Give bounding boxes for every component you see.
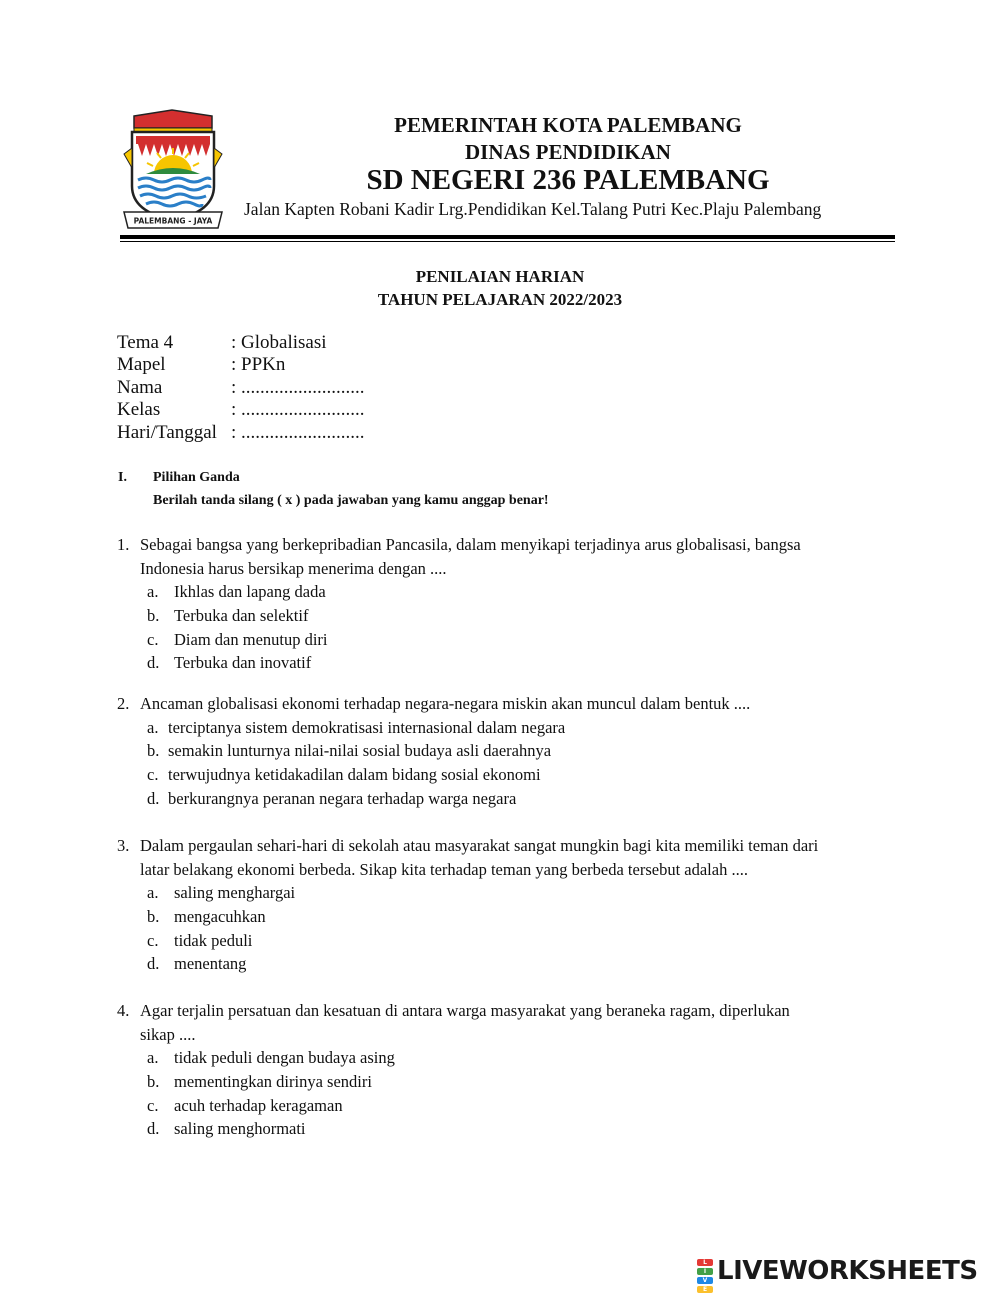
option-letter: a. bbox=[147, 883, 159, 902]
question-text-line bbox=[117, 858, 897, 882]
question-text: Ancaman globalisasi ekonomi terhadap negara-negara miskin akan muncul dalam bentuk .... bbox=[140, 694, 751, 713]
liveworksheets-brand bbox=[697, 1256, 978, 1293]
letterhead-department: DINAS PENDIDIKAN bbox=[465, 140, 671, 164]
option-text: semakin lunturnya nilai-nilai sosial budaya asli daerahnya bbox=[168, 741, 552, 761]
answer-option-c[interactable] bbox=[117, 1094, 897, 1118]
option-letter: d. bbox=[147, 653, 160, 673]
option-text: acuh terhadap keragaman bbox=[174, 1095, 343, 1115]
option-letter: b. bbox=[147, 741, 160, 761]
option-text: terciptanya sistem demokratisasi internasional dalam negara bbox=[168, 717, 566, 737]
option-letter: a. bbox=[147, 1048, 159, 1067]
option-letter: c. bbox=[147, 930, 159, 950]
academic-year: TAHUN PELAJARAN 2022/2023 bbox=[377, 290, 623, 309]
option-letter: a. bbox=[147, 582, 159, 601]
option-letter: b. bbox=[147, 605, 160, 625]
question-text-line bbox=[117, 1023, 897, 1047]
logo-banner-text: PALEMBANG - JAYA bbox=[133, 216, 213, 226]
question-text-line bbox=[117, 533, 897, 557]
identity-row-theme bbox=[117, 332, 365, 354]
option-text: berkurangnya peranan negara terhadap warga negara bbox=[168, 788, 517, 808]
liveworksheets-logo-icon bbox=[697, 1258, 713, 1293]
letterhead-divider-thick bbox=[120, 235, 895, 239]
identity-row-class bbox=[117, 399, 365, 421]
option-letter: d. bbox=[147, 1119, 160, 1139]
identity-label: Mapel bbox=[117, 354, 166, 376]
option-letter: d. bbox=[147, 788, 160, 808]
option-text: Terbuka dan selektif bbox=[174, 605, 309, 625]
question-1 bbox=[117, 533, 897, 675]
option-text: mengacuhkan bbox=[174, 906, 266, 926]
option-text: mementingkan dirinya sendiri bbox=[174, 1071, 372, 1091]
letterhead-school-name: SD NEGERI 236 PALEMBANG bbox=[366, 164, 770, 196]
option-letter: a. bbox=[147, 717, 159, 737]
option-letter: d. bbox=[147, 954, 160, 974]
palembang-emblem-logo bbox=[120, 108, 226, 232]
class-field[interactable]: : .......................... bbox=[231, 399, 365, 421]
section-title: Pilihan Ganda bbox=[153, 470, 240, 485]
answer-option-a[interactable] bbox=[117, 580, 897, 604]
answer-option-c[interactable] bbox=[117, 763, 897, 787]
answer-option-a[interactable] bbox=[117, 1046, 897, 1070]
answer-option-c[interactable] bbox=[117, 929, 897, 953]
option-letter: c. bbox=[147, 629, 159, 649]
name-field[interactable]: : .......................... bbox=[231, 376, 365, 398]
option-text: terwujudnya ketidakadilan dalam bidang sosial ekonomi bbox=[168, 765, 541, 785]
answer-option-d[interactable] bbox=[117, 651, 897, 675]
question-text-line bbox=[117, 557, 897, 581]
liveworksheets-wordmark: LIVEWORKSHEETS bbox=[717, 1256, 978, 1286]
option-letter: b. bbox=[147, 1071, 160, 1091]
letterhead-divider-thin bbox=[120, 241, 895, 242]
logo-block-l: L bbox=[697, 1259, 713, 1266]
question-text: latar belakang ekonomi berbeda. Sikap kita terhadap teman yang berbeda tersebut adalah .... bbox=[140, 859, 748, 879]
identity-label: Nama bbox=[117, 376, 163, 398]
question-text: Indonesia harus bersikap menerima dengan .... bbox=[140, 558, 447, 578]
question-4 bbox=[117, 999, 897, 1141]
identity-label: Hari/Tanggal bbox=[117, 421, 217, 443]
logo-block-v: V bbox=[697, 1277, 713, 1284]
option-text: saling menghargai bbox=[174, 883, 296, 902]
answer-option-b[interactable] bbox=[117, 739, 897, 763]
question-3 bbox=[117, 834, 897, 976]
logo-block-i: I bbox=[697, 1268, 713, 1275]
option-letter: c. bbox=[147, 1095, 159, 1115]
option-text: Diam dan menutup diri bbox=[174, 629, 328, 649]
option-letter: b. bbox=[147, 906, 160, 926]
option-text: saling menghormati bbox=[174, 1119, 306, 1139]
identity-value: : Globalisasi bbox=[231, 332, 327, 353]
answer-option-d[interactable] bbox=[117, 952, 897, 976]
answer-option-b[interactable] bbox=[117, 604, 897, 628]
answer-option-c[interactable] bbox=[117, 628, 897, 652]
section-instruction: Berilah tanda silang ( x ) pada jawaban yang kamu anggap benar! bbox=[153, 493, 549, 508]
identity-row-name bbox=[117, 377, 365, 399]
option-letter: c. bbox=[147, 765, 159, 785]
identity-value: : PPKn bbox=[231, 354, 286, 376]
answer-option-a[interactable] bbox=[117, 881, 897, 905]
option-text: tidak peduli bbox=[174, 930, 253, 950]
answer-option-b[interactable] bbox=[117, 1070, 897, 1094]
answer-option-d[interactable] bbox=[117, 787, 897, 811]
letterhead-government: PEMERINTAH KOTA PALEMBANG bbox=[394, 113, 742, 137]
option-text: menentang bbox=[174, 954, 247, 974]
question-text-line bbox=[117, 999, 897, 1023]
identity-label: Kelas bbox=[117, 399, 161, 421]
date-field[interactable]: : .......................... bbox=[231, 421, 365, 443]
logo-block-e: E bbox=[697, 1286, 713, 1293]
answer-option-a[interactable] bbox=[117, 716, 897, 740]
option-text: tidak peduli dengan budaya asing bbox=[174, 1048, 395, 1067]
identity-label: Tema 4 bbox=[117, 332, 174, 353]
answer-option-d[interactable] bbox=[117, 1117, 897, 1141]
option-text: Terbuka dan inovatif bbox=[174, 653, 312, 673]
question-2 bbox=[117, 692, 897, 811]
question-number: 4. bbox=[117, 1001, 130, 1020]
question-text-line bbox=[117, 692, 897, 716]
assessment-title: PENILAIAN HARIAN bbox=[415, 267, 585, 286]
student-identity-block bbox=[117, 332, 365, 444]
question-text-line bbox=[117, 834, 897, 858]
identity-row-subject bbox=[117, 354, 365, 376]
letterhead-address: Jalan Kapten Robani Kadir Lrg.Pendidikan Kel.Talang Putri Kec.Plaju Palembang bbox=[244, 199, 822, 219]
identity-row-date bbox=[117, 422, 365, 444]
answer-option-b[interactable] bbox=[117, 905, 897, 929]
question-text: Dalam pergaulan sehari-hari di sekolah atau masyarakat sangat mungkin bagi kita memiliki teman dari bbox=[140, 836, 819, 855]
option-text: Ikhlas dan lapang dada bbox=[174, 582, 326, 601]
question-text: Sebagai bangsa yang berkepribadian Pancasila, dalam menyikapi terjadinya arus globalisasi, bangsa bbox=[140, 535, 801, 554]
question-number: 2. bbox=[117, 694, 130, 713]
question-text: Agar terjalin persatuan dan kesatuan di antara warga masyarakat yang beraneka ragam, diperlukan bbox=[140, 1001, 790, 1020]
section-number: I. bbox=[118, 470, 127, 485]
question-text: sikap .... bbox=[140, 1024, 196, 1044]
question-number: 1. bbox=[117, 535, 130, 554]
question-number: 3. bbox=[117, 836, 130, 855]
